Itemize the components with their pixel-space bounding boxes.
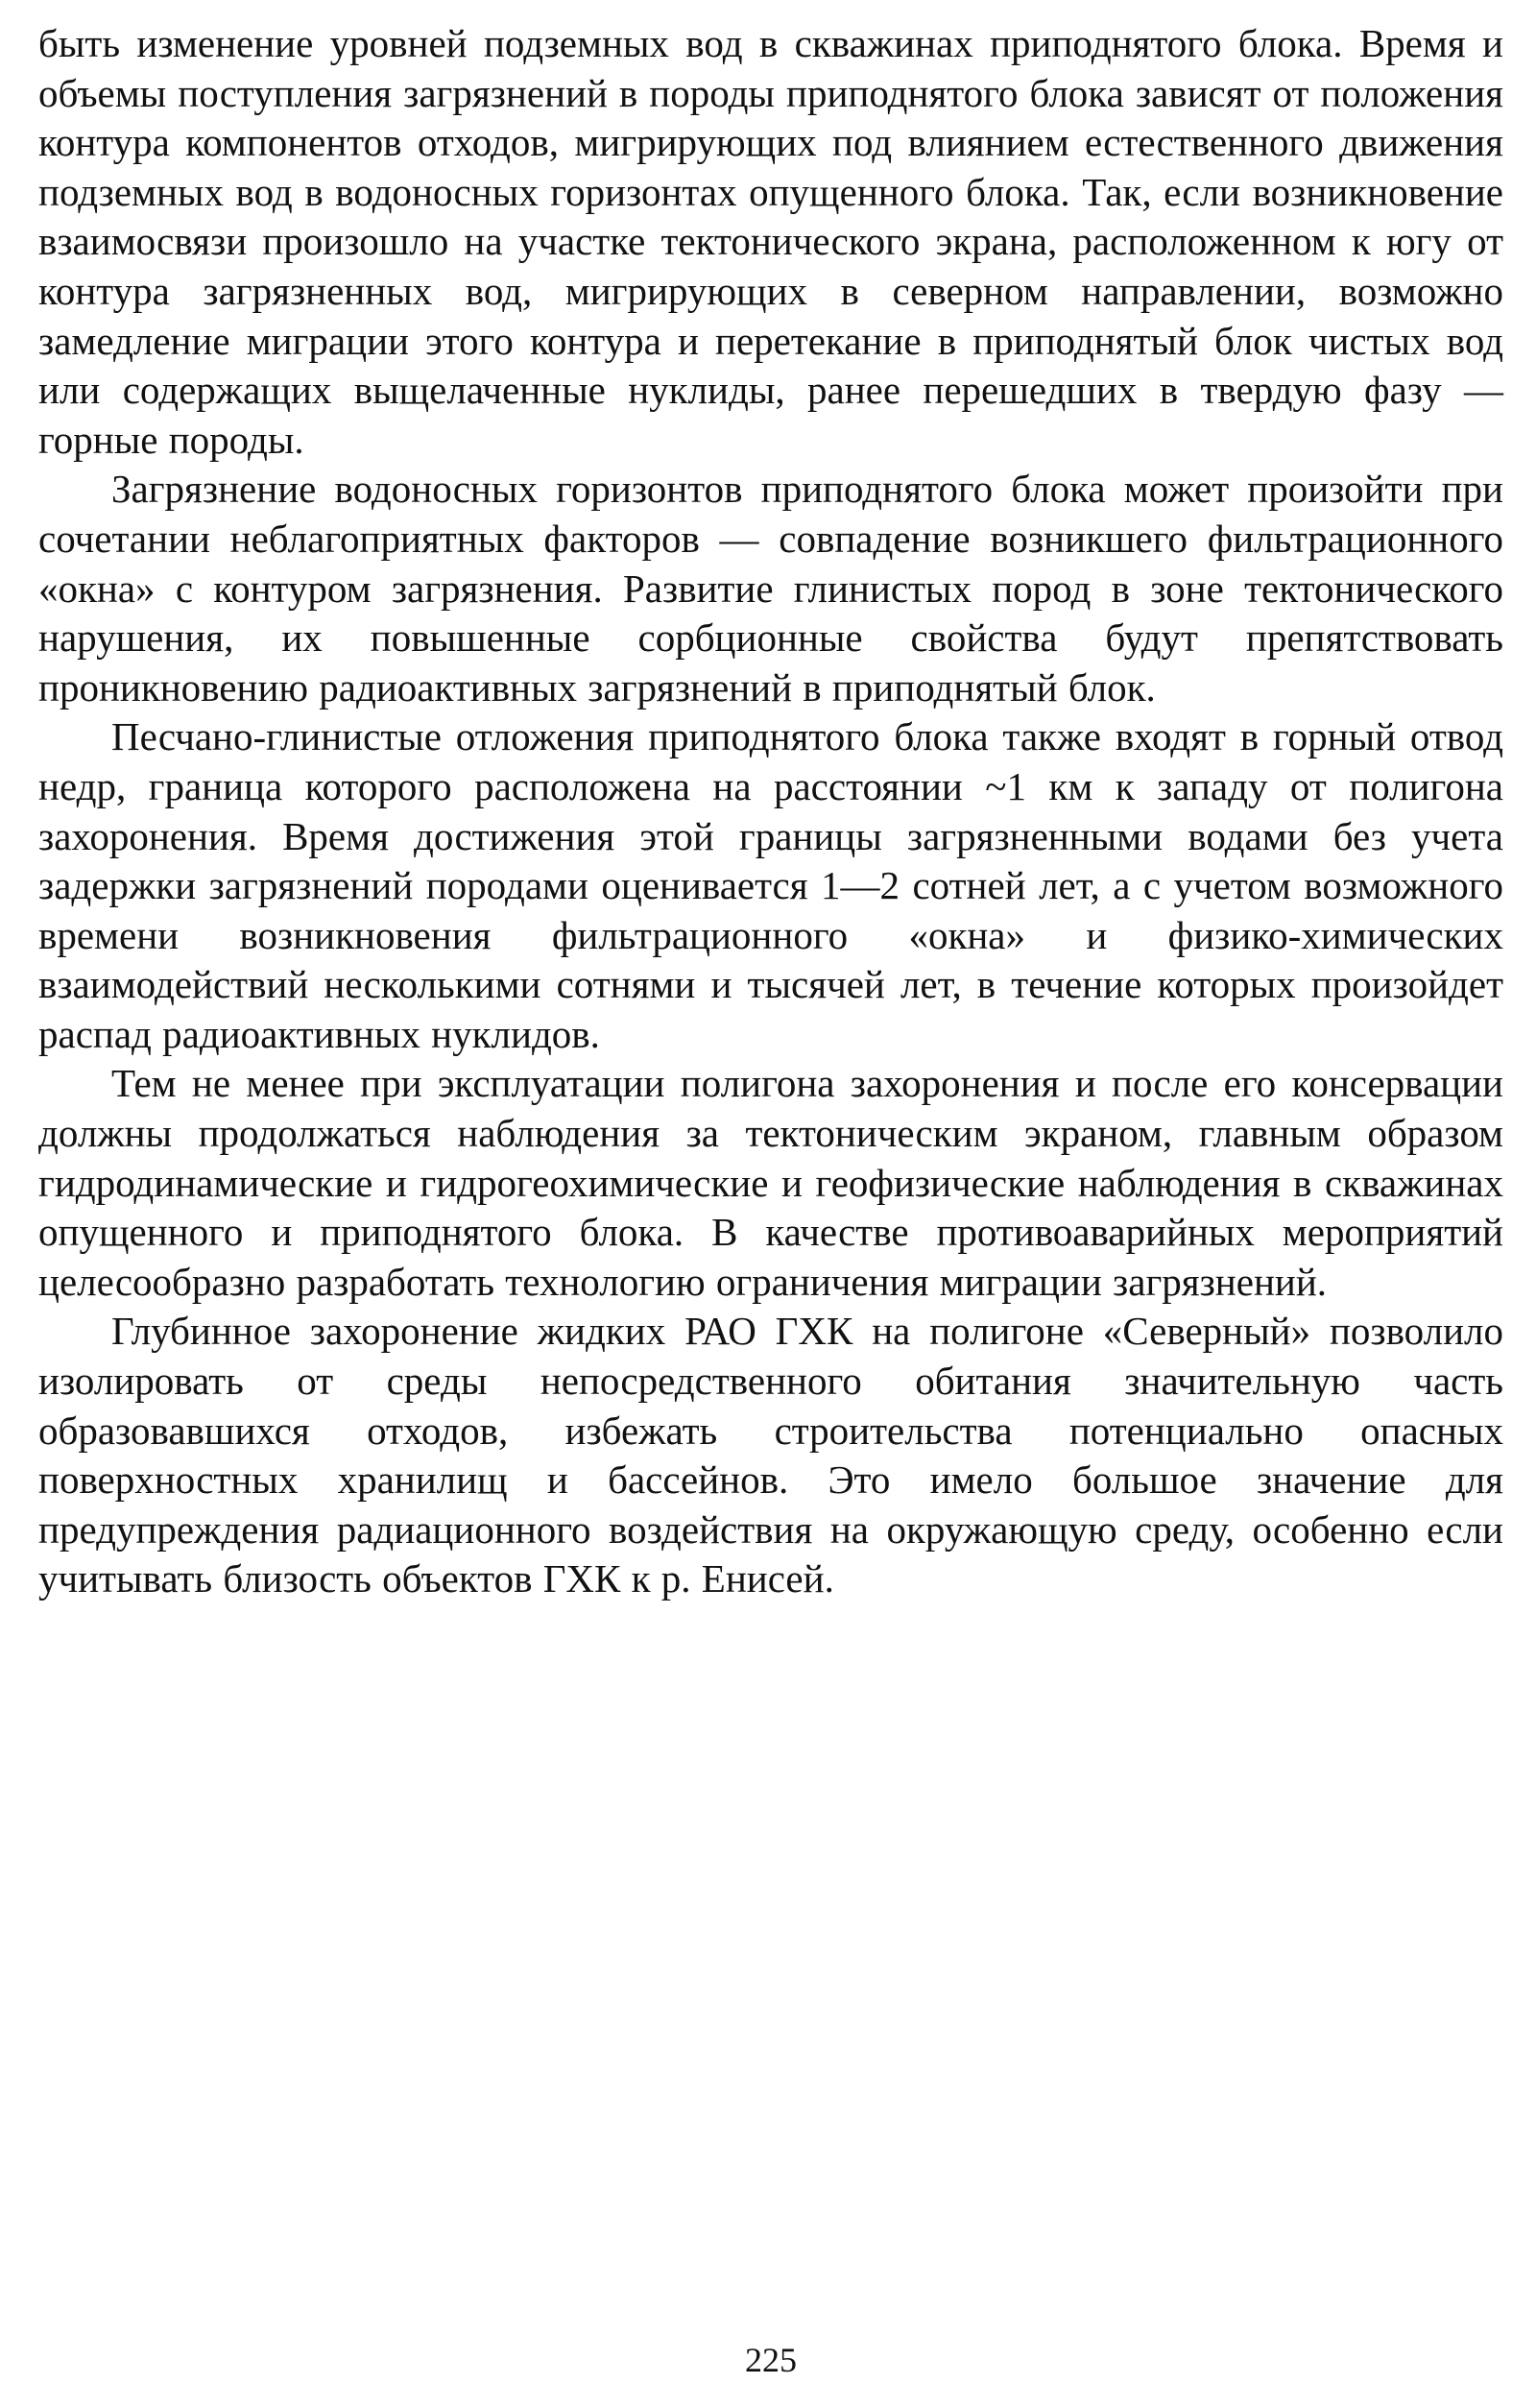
- paragraph-5: Глубинное захоронение жидких РАО ГХК на полигоне «Северный» позволило изолировать от среды непосредственного обитания значительную часть образовавшихся отходов, избежать строительства потенциально опасных поверхностных хранилищ и бассейнов. Это имело большое значение для предупреждения радиационного воздействия на окружающую среду, особенно если учитывать близость объектов ГХК к р. Енисей.: [38, 1309, 1503, 1601]
- page-number: 225: [745, 2341, 797, 2379]
- paragraph-1: быть изменение уровней подземных вод в скважинах приподнятого блока. Время и объемы поступления загрязнений в породы приподнятого блока зависят от положения контура компонентов отходов, мигрирующих под влиянием естественного движения подземных вод в водоносных горизонтах опущенного блока. Так, если возникновение взаимосвязи произошло на участке тектонического экрана, расположенном к югу от контура загрязненных вод, мигрирующих в северном направлении, возможно замедление миграции этого контура и перетекание в приподнятый блок чистых вод или содержащих выщелаченные нуклиды, ранее перешедших в твердую фазу — горные породы.: [38, 21, 1503, 462]
- book-page: [38, 19, 1503, 2391]
- paragraph-3: Песчано-глинистые отложения приподнятого блока также входят в горный отвод недр, граница которого расположена на расстоянии ~1 км к западу от полигона захоронения. Время достижения этой границы загрязненными водами без учета задержки загрязнений породами оценивается 1—2 сотней лет, а с учетом возможного времени возникновения фильтрационного «окна» и физико-химических взаимодействий несколькими сотнями и тысячей лет, в течение которых произойдет распад радиоактивных нуклидов.: [38, 714, 1503, 1056]
- paragraph-4: Тем не менее при эксплуатации полигона захоронения и после его консервации должны продолжаться наблюдения за тектоническим экраном, главным образом гидродинамические и гидрогеохимические и геофизические наблюдения в скважинах опущенного и приподнятого блока. В качестве противоаварийных мероприятий целесообразно разработать технологию ограничения миграции загрязнений.: [38, 1061, 1503, 1304]
- paragraph-2: Загрязнение водоносных горизонтов приподнятого блока может произойти при сочетании неблагоприятных факторов — совпадение возникшего фильтрационного «окна» с контуром загрязнения. Развитие глинистых пород в зоне тектонического нарушения, их повышенные сорбционные свойства будут препятствовать проникновению радиоактивных загрязнений в приподнятый блок.: [38, 467, 1503, 710]
